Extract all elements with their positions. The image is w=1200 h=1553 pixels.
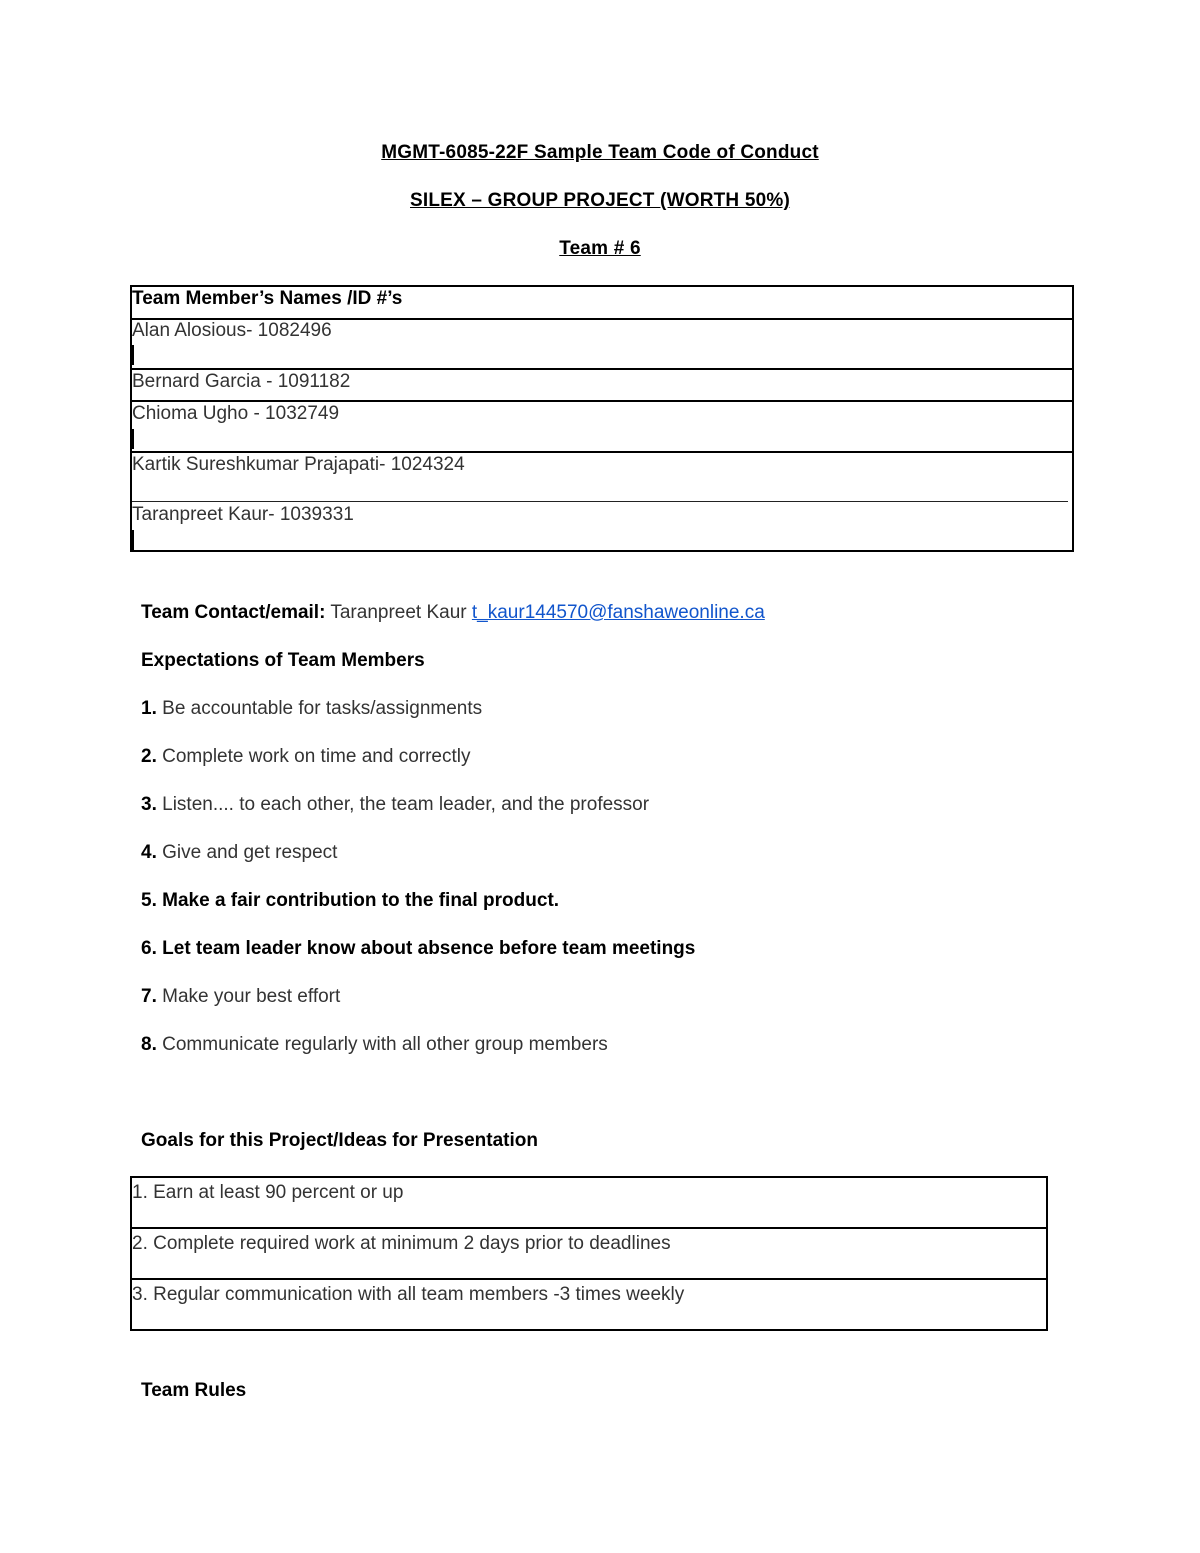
list-item	[141, 698, 482, 720]
item-number: 5.	[141, 890, 157, 911]
item-text: Communicate regularly with all other group members	[162, 1034, 608, 1055]
cursor-mark	[132, 429, 134, 449]
item-text: Make your best effort	[162, 986, 341, 1007]
member-cell: Bernard Garcia - 1091182	[132, 371, 351, 392]
list-item	[141, 890, 559, 912]
contact-name: Taranpreet Kaur	[330, 602, 467, 623]
item-text: Listen.... to each other, the team leader, and the professor	[162, 794, 650, 815]
item-number: 7.	[141, 986, 157, 1007]
underline-divider	[132, 501, 1068, 502]
item-text: Let team leader know about absence before team meetings	[162, 938, 696, 959]
item-number: 2.	[141, 746, 157, 767]
list-item	[141, 746, 470, 768]
goal-cell: 2. Complete required work at minimum 2 days prior to deadlines	[132, 1233, 671, 1254]
member-cell: Alan Alosious- 1082496	[132, 320, 332, 341]
item-number: 8.	[141, 1034, 157, 1055]
item-number: 3.	[141, 794, 157, 815]
team-members-table	[130, 285, 1074, 552]
item-text: Make a fair contribution to the final product.	[162, 890, 560, 911]
row-divider	[132, 451, 1072, 453]
expectations-title: Expectations of Team Members	[141, 650, 425, 671]
list-item	[141, 986, 340, 1008]
member-cell: Kartik Sureshkumar Prajapati- 1024324	[132, 454, 465, 475]
table-row	[132, 1178, 1046, 1229]
table-row	[132, 1280, 1046, 1331]
document-title: MGMT-6085-22F Sample Team Code of Conduct	[381, 142, 819, 163]
item-text: Give and get respect	[162, 842, 338, 863]
item-number: 6.	[141, 938, 157, 959]
contact-email-link[interactable]: t_kaur144570@fanshaweonline.ca	[471, 602, 765, 623]
team-number: Team # 6	[559, 238, 641, 259]
team-rules-title: Team Rules	[141, 1380, 247, 1401]
row-divider	[132, 400, 1072, 402]
item-text: Be accountable for tasks/assignments	[162, 698, 483, 719]
table-row	[132, 1229, 1046, 1280]
goals-table	[130, 1176, 1048, 1331]
item-number: 1.	[141, 698, 157, 719]
item-number: 4.	[141, 842, 157, 863]
item-text: Complete work on time and correctly	[162, 746, 471, 767]
goal-cell: 1. Earn at least 90 percent or up	[132, 1182, 404, 1203]
table-header-cell: Team Member’s Names /ID #’s	[132, 288, 403, 309]
member-cell: Taranpreet Kaur- 1039331	[132, 504, 354, 525]
goal-cell: 3. Regular communication with all team members -3 times weekly	[132, 1284, 685, 1305]
list-item	[141, 842, 337, 864]
contact-label: Team Contact/email:	[141, 602, 326, 623]
list-item	[141, 938, 695, 960]
goals-title: Goals for this Project/Ideas for Presentation	[141, 1130, 538, 1151]
team-contact	[141, 602, 765, 624]
cursor-mark	[132, 530, 134, 550]
list-item	[141, 794, 649, 816]
project-title: SILEX – GROUP PROJECT (WORTH 50%)	[410, 190, 790, 211]
list-item	[141, 1034, 608, 1056]
cursor-mark	[132, 345, 134, 365]
member-cell: Chioma Ugho - 1032749	[132, 403, 340, 424]
row-divider	[132, 368, 1072, 370]
